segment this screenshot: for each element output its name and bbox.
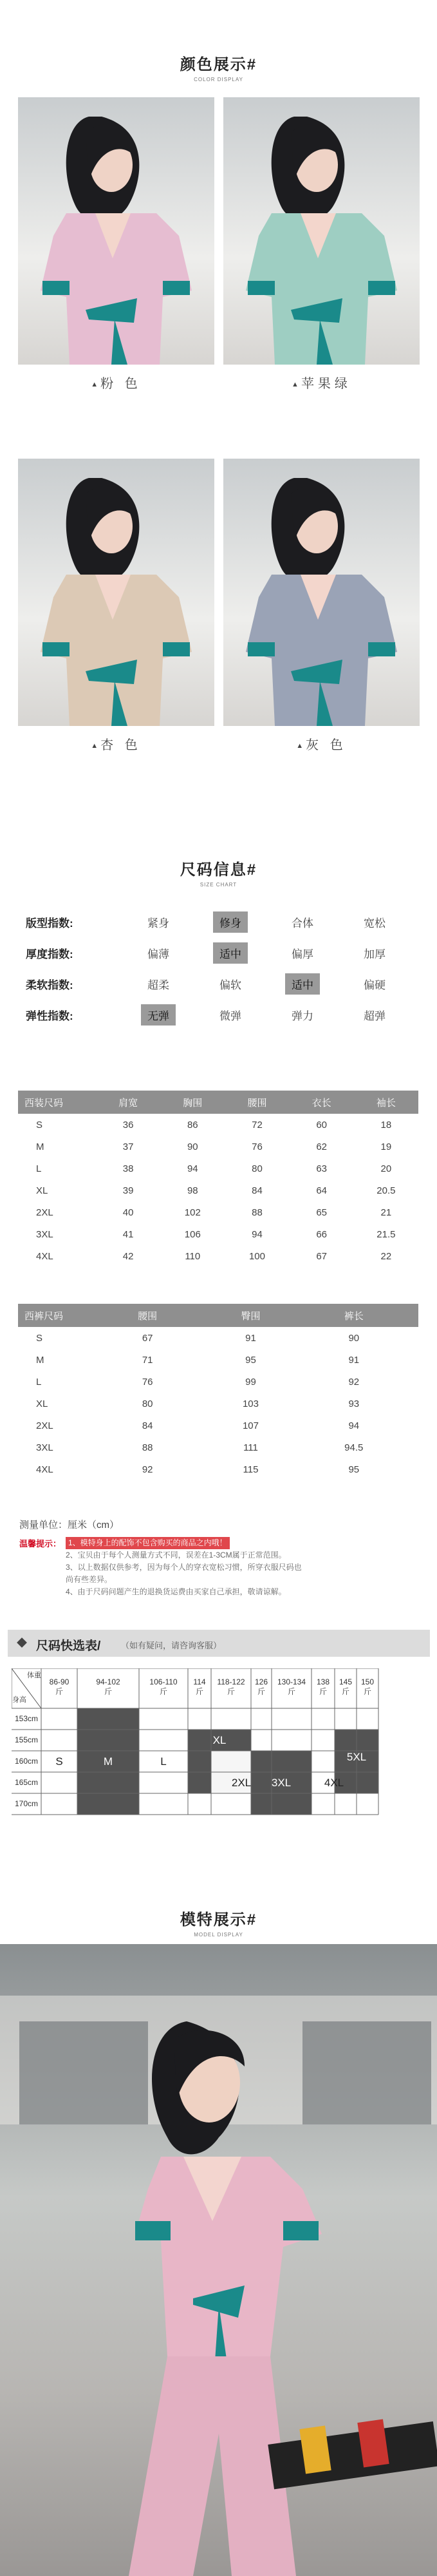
height-row-label: 155cm — [14, 1735, 39, 1744]
table-cell: 60 — [316, 1119, 327, 1131]
triangle-icon: ▲ — [296, 741, 304, 750]
index-option: 超弹 — [364, 1009, 386, 1022]
index-option: 合体 — [292, 917, 313, 930]
index-label: 柔软指数: — [26, 978, 73, 991]
table-cell: 90 — [187, 1141, 198, 1152]
table-header: 胸围 — [160, 1091, 225, 1114]
table-cell: 4XL — [36, 1464, 53, 1475]
table-cell-empty — [412, 1327, 418, 1349]
size-label: M — [103, 1755, 113, 1768]
table-cell: 102 — [184, 1207, 201, 1218]
table-cell: 4XL — [36, 1250, 53, 1262]
height-row-label: 165cm — [14, 1778, 39, 1787]
weight-column-header: 126 斤 — [254, 1677, 268, 1696]
table-header: 腰围 — [225, 1091, 289, 1114]
table-cell: 84 — [252, 1185, 263, 1196]
table-cell: 76 — [252, 1141, 263, 1152]
table-cell: 20.5 — [377, 1185, 396, 1196]
quick-select-title: 尺码快选表/ — [36, 1639, 101, 1653]
index-row — [26, 943, 412, 962]
color-caption-0 — [18, 373, 214, 392]
pants-size-table — [18, 1304, 418, 1480]
index-row — [26, 912, 412, 931]
size-label: 2XL — [231, 1776, 252, 1789]
table-cell: 94.5 — [344, 1442, 364, 1453]
table-header-empty — [412, 1304, 418, 1327]
table-cell: 19 — [380, 1141, 392, 1152]
table-cell: 3XL — [36, 1228, 53, 1240]
table-cell: 95 — [348, 1464, 360, 1475]
table-cell-empty — [412, 1458, 418, 1480]
table-cell: 3XL — [36, 1442, 53, 1453]
table-cell: 72 — [252, 1119, 263, 1131]
triangle-icon: ▲ — [91, 741, 98, 750]
color-caption-label: 粉 色 — [100, 377, 142, 391]
index-option: 适中 — [266, 973, 339, 995]
table-cell: 65 — [316, 1207, 327, 1218]
table-cell: 100 — [248, 1250, 265, 1262]
quick-select-header — [8, 1630, 430, 1657]
table-cell: 39 — [122, 1185, 134, 1196]
table-cell: 67 — [316, 1250, 327, 1262]
weight-column-header: 118-122 斤 — [217, 1677, 245, 1696]
table-cell: 18 — [380, 1119, 392, 1131]
height-row-label: 153cm — [14, 1714, 39, 1723]
table-row — [18, 1327, 418, 1349]
weight-column-header: 114 斤 — [193, 1677, 206, 1696]
table-cell: XL — [36, 1398, 48, 1409]
table-cell-empty — [405, 1415, 412, 1436]
table-row — [18, 1245, 418, 1267]
model-section-header — [0, 1907, 437, 1938]
table-row — [18, 1114, 418, 1136]
table-cell: 92 — [348, 1376, 360, 1388]
tip-line: 2、宝贝由于每个人测量方式不同，误差在1-3CM属于正常范围。 — [66, 1550, 286, 1560]
color-photo-3 — [223, 459, 420, 726]
table-cell: 22 — [380, 1250, 392, 1262]
table-cell: 80 — [142, 1398, 153, 1409]
table-cell-empty — [405, 1349, 412, 1371]
table-cell-empty — [412, 1349, 418, 1371]
table-cell: 94 — [348, 1420, 360, 1431]
table-cell: 95 — [245, 1354, 256, 1366]
index-label: 版型指数: — [26, 917, 73, 930]
table-cell: S — [36, 1119, 43, 1131]
weight-column-header: 94-102 斤 — [96, 1677, 120, 1696]
table-row — [18, 1223, 418, 1245]
table-header: 腰围 — [96, 1304, 199, 1327]
weight-column-header: 145 斤 — [339, 1677, 353, 1696]
index-option: 偏薄 — [147, 948, 169, 960]
tip-line: 尚有些差异。 — [66, 1575, 113, 1584]
color-photo-0 — [18, 97, 214, 365]
quick-select-hint: （如有疑问，请咨询客服） — [121, 1641, 222, 1650]
size-section-header — [0, 857, 437, 888]
color-section-header — [0, 52, 437, 82]
index-option: 宽松 — [364, 917, 386, 930]
table-cell: 106 — [184, 1228, 201, 1240]
table-cell: 42 — [122, 1250, 134, 1262]
table-cell: 103 — [242, 1398, 259, 1409]
weight-column-header: 106-110 斤 — [149, 1677, 178, 1696]
table-cell: 41 — [122, 1228, 134, 1240]
index-option: 偏硬 — [364, 978, 386, 991]
table-row — [18, 1393, 418, 1415]
table-cell-empty — [405, 1371, 412, 1393]
table-cell: 111 — [243, 1442, 258, 1453]
model-illustration — [0, 1944, 437, 2576]
table-row — [18, 1371, 418, 1393]
index-row — [26, 1005, 412, 1024]
color-caption-3 — [223, 734, 420, 753]
table-cell: 88 — [252, 1207, 263, 1218]
table-row — [18, 1349, 418, 1371]
table-cell: 94 — [252, 1228, 263, 1240]
index-option: 微弹 — [219, 1009, 241, 1022]
color-section-title: 颜色展示# — [180, 56, 257, 73]
table-cell: 90 — [348, 1332, 360, 1344]
color-caption-1 — [223, 373, 420, 392]
index-option: 修身 — [194, 911, 266, 933]
color-caption-2 — [18, 734, 214, 753]
weight-column-header: 130-134 斤 — [277, 1677, 306, 1696]
size-section-subtitle: SIZE CHART — [200, 882, 237, 888]
table-cell: 86 — [187, 1119, 198, 1131]
color-caption-label: 杏 色 — [100, 738, 142, 752]
size-label: XL — [212, 1733, 227, 1746]
corner-height-label: 身高 — [12, 1696, 26, 1704]
model-section-subtitle: MODEL DISPLAY — [194, 1932, 243, 1938]
weight-column-header: 86-90 斤 — [49, 1677, 70, 1696]
size-label: 5XL — [346, 1750, 367, 1763]
table-cell: 94 — [187, 1163, 198, 1174]
table-header: 西裤尺码 — [18, 1304, 96, 1327]
table-cell: 110 — [185, 1250, 201, 1262]
table-cell: 38 — [122, 1163, 134, 1174]
table-cell: 115 — [243, 1464, 259, 1475]
tips-label: 温馨提示： — [19, 1539, 62, 1549]
table-cell: 88 — [142, 1442, 153, 1453]
index-option: 加厚 — [364, 948, 386, 960]
table-cell: 2XL — [36, 1207, 53, 1218]
table-cell: M — [36, 1141, 44, 1152]
size-label: 3XL — [271, 1776, 292, 1789]
table-cell: 21 — [380, 1207, 392, 1218]
table-header: 裤长 — [302, 1304, 405, 1327]
corner-weight-label: 体重 — [27, 1672, 41, 1679]
table-cell: 64 — [316, 1185, 327, 1196]
index-option: 适中 — [194, 942, 266, 964]
table-cell: M — [36, 1354, 44, 1366]
model-photo — [0, 1944, 437, 2576]
table-cell: 20 — [380, 1163, 392, 1174]
height-row-label: 160cm — [14, 1757, 39, 1766]
table-cell: 2XL — [36, 1420, 53, 1431]
table-header: 衣长 — [290, 1091, 354, 1114]
table-cell: L — [36, 1376, 42, 1388]
index-option: 紧身 — [147, 917, 169, 930]
index-option: 无弹 — [122, 1004, 194, 1026]
color-caption-label: 灰 色 — [306, 738, 347, 752]
index-option: 偏软 — [219, 978, 241, 991]
triangle-icon: ▲ — [91, 380, 98, 388]
model-section-title: 模特展示# — [180, 1911, 257, 1929]
table-cell: 80 — [252, 1163, 263, 1174]
measure-unit: 测量单位：厘米（cm） — [19, 1520, 119, 1531]
tip-line: 3、以上数据仅供参考，因为每个人的穿衣宽松习惯，所穿衣服尺码也 — [66, 1563, 302, 1572]
table-cell-empty — [405, 1436, 412, 1458]
tip-line: 1、模特身上的配饰不包含购买的商品之内哦！ — [66, 1537, 230, 1549]
table-row — [18, 1436, 418, 1458]
table-header: 肩宽 — [96, 1091, 160, 1114]
index-label: 厚度指数: — [26, 948, 73, 960]
table-header: 袖长 — [354, 1091, 418, 1114]
index-label: 弹性指数: — [26, 1009, 73, 1022]
table-cell: 37 — [122, 1141, 134, 1152]
color-section-subtitle: COLOR DISPLAY — [194, 77, 243, 82]
table-cell: 21.5 — [377, 1228, 396, 1240]
suit-size-table — [18, 1091, 418, 1267]
index-row — [26, 974, 412, 993]
table-cell: 66 — [316, 1228, 327, 1240]
table-row — [18, 1458, 418, 1480]
table-cell: S — [36, 1332, 43, 1344]
table-cell: 62 — [316, 1141, 327, 1152]
table-row — [18, 1179, 418, 1201]
table-header: 西装尺码 — [18, 1091, 96, 1114]
table-cell: 98 — [187, 1185, 198, 1196]
table-row — [18, 1201, 418, 1223]
triangle-icon: ▲ — [292, 380, 299, 388]
table-cell-empty — [412, 1436, 418, 1458]
table-cell: 92 — [142, 1464, 153, 1475]
quick-select-icon — [17, 1637, 27, 1648]
table-row — [18, 1415, 418, 1436]
size-label: 4XL — [324, 1776, 344, 1789]
table-cell-empty — [405, 1327, 412, 1349]
quick-select-grid — [12, 1668, 423, 1817]
height-row-label: 170cm — [14, 1799, 39, 1808]
size-label: L — [160, 1755, 167, 1768]
tip-line: 4、由于尺码问题产生的退换货运费由买家自己承担，敬请谅解。 — [66, 1587, 286, 1596]
table-cell-empty — [412, 1371, 418, 1393]
table-cell-empty — [405, 1393, 412, 1415]
index-option: 偏厚 — [292, 948, 313, 960]
table-cell: 40 — [122, 1207, 134, 1218]
table-cell: 91 — [245, 1332, 256, 1344]
color-photo-1 — [223, 97, 420, 365]
table-cell: 76 — [142, 1376, 153, 1388]
table-cell: 107 — [242, 1420, 259, 1431]
size-label: S — [55, 1755, 63, 1768]
table-cell: 63 — [316, 1163, 327, 1174]
table-cell: 36 — [122, 1119, 134, 1131]
weight-column-header: 150 斤 — [360, 1677, 375, 1696]
table-cell: L — [36, 1163, 42, 1174]
weight-column-header: 138 斤 — [316, 1677, 330, 1696]
index-option: 超柔 — [147, 978, 169, 991]
table-cell: 84 — [142, 1420, 153, 1431]
table-cell-empty — [412, 1393, 418, 1415]
table-row — [18, 1158, 418, 1179]
table-header-empty — [405, 1304, 412, 1327]
table-cell-empty — [412, 1415, 418, 1436]
table-cell: 93 — [348, 1398, 360, 1409]
color-caption-label: 苹果绿 — [301, 377, 351, 391]
table-cell: 67 — [142, 1332, 153, 1344]
table-cell: 71 — [142, 1354, 153, 1366]
size-section-title: 尺码信息# — [180, 861, 257, 879]
tips-block — [19, 1537, 302, 1596]
table-row — [18, 1136, 418, 1158]
table-cell-empty — [405, 1458, 412, 1480]
table-header: 臀围 — [199, 1304, 302, 1327]
table-cell: 99 — [245, 1376, 256, 1388]
table-cell: XL — [36, 1185, 48, 1196]
table-cell: 91 — [348, 1354, 360, 1366]
index-option: 弹力 — [292, 1009, 313, 1022]
color-photo-2 — [18, 459, 214, 726]
